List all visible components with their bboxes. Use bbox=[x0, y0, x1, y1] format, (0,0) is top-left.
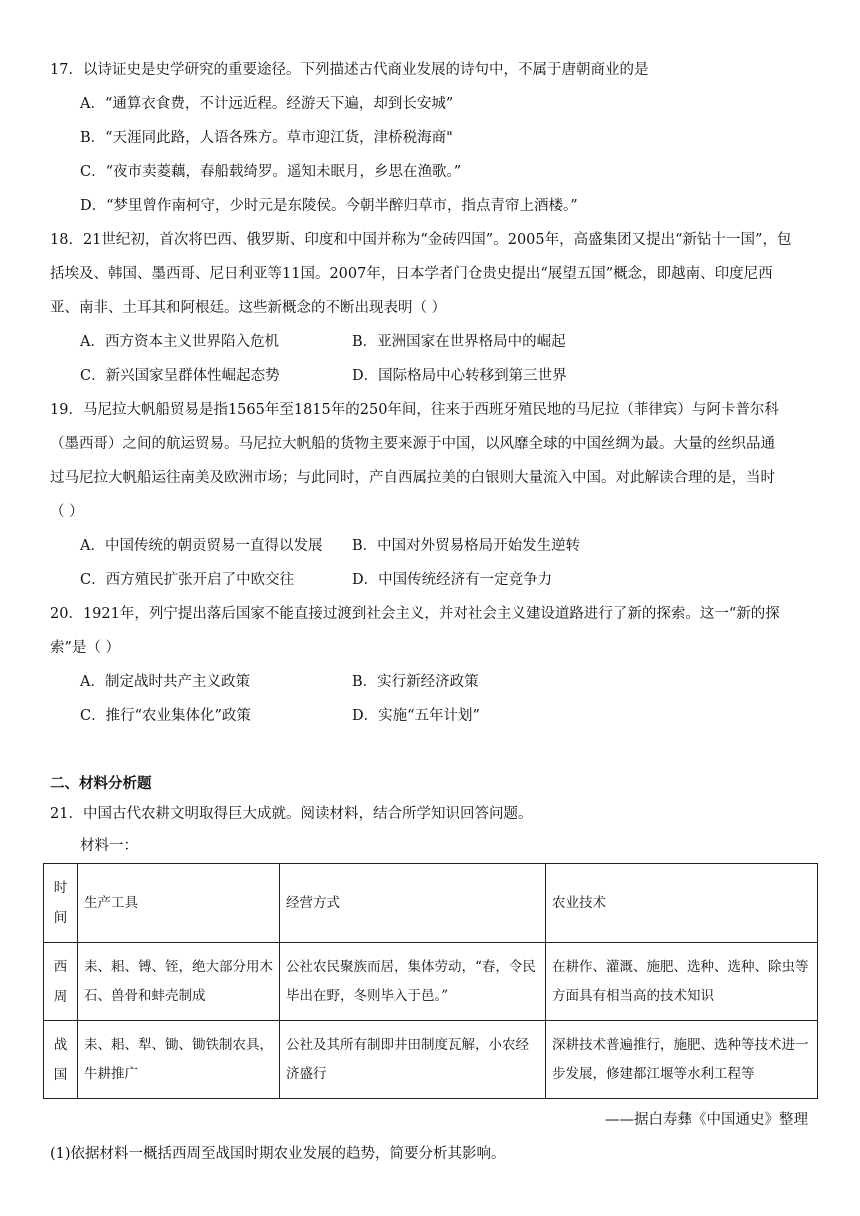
q19-option-c[interactable]: C．西方殖民扩张开启了中欧交往 bbox=[80, 572, 295, 588]
table-row bbox=[44, 1021, 818, 1099]
q20-option-b[interactable]: B．实行新经济政策 bbox=[352, 674, 479, 690]
q18-option-a[interactable]: A．西方资本主义世界陷入危机 bbox=[80, 334, 279, 350]
header-tools: 生产工具 bbox=[78, 864, 280, 943]
q17-option-d[interactable]: D．“梦里曾作南柯守，少时元是东陵侯。今朝半醉归草市，指点青帘上酒楼。” bbox=[80, 198, 578, 214]
q18-stem-line1: 18．21世纪初，首次将巴西、俄罗斯、印度和中国并称为“金砖四国”。2005年，高盛集团又提出“新钻十一国”，包 bbox=[50, 232, 792, 248]
header-time bbox=[44, 864, 78, 943]
q18-option-d[interactable]: D．国际格局中心转移到第三世界 bbox=[352, 368, 567, 384]
row1-management: 公社农民聚族而居，集体劳动，“春，令民毕出在野，冬则毕入于邑。” bbox=[280, 943, 546, 1021]
q20-stem-line2: 索”是（ ） bbox=[50, 640, 121, 656]
row2-management: 公社及其所有制即井田制度瓦解，小农经济盛行 bbox=[280, 1021, 546, 1099]
q18-option-b[interactable]: B．亚洲国家在世界格局中的崛起 bbox=[352, 334, 566, 350]
row1-tools: 耒、耜、镈、铚，绝大部分用木石、兽骨和蚌壳制成 bbox=[78, 943, 280, 1021]
q17-option-c[interactable]: C．“夜市卖菱藕，春船载绮罗。遥知未眠月，乡思在渔歌。” bbox=[80, 164, 462, 180]
header-time-char1: 时 bbox=[53, 880, 68, 896]
row2-tools: 耒、耜、犁、锄、锄铁制农具，牛耕推广 bbox=[78, 1021, 280, 1099]
row1-time-char1: 西 bbox=[53, 958, 68, 975]
q19-option-d[interactable]: D．中国传统经济有一定竞争力 bbox=[352, 572, 553, 588]
q19-stem-line4: （ ） bbox=[50, 504, 84, 520]
q20-option-d[interactable]: D．实施“五年计划” bbox=[352, 708, 480, 724]
row2-time bbox=[44, 1021, 78, 1099]
q19-stem-line1: 19．马尼拉大帆船贸易是指1565年至1815年的250年间，往来于西班牙殖民地的马尼拉（菲律宾）与阿卡普尔科 bbox=[50, 402, 779, 418]
q18-option-c[interactable]: C．新兴国家呈群体性崛起态势 bbox=[80, 368, 280, 384]
row2-time-char2: 国 bbox=[53, 1066, 68, 1083]
q21-subquestion-1: (1)依据材料一概括西周至战国时期农业发展的趋势，简要分析其影响。 bbox=[50, 1146, 506, 1162]
q17-option-b[interactable]: B．“天涯同此路，人语各殊方。草市迎江货，津桥税海商" bbox=[80, 130, 453, 146]
q19-stem-line2: （墨西哥）之间的航运贸易。马尼拉大帆船的货物主要来源于中国，以风靡全球的中国丝绸为最。大量的丝织品通 bbox=[50, 436, 775, 452]
row1-time bbox=[44, 943, 78, 1021]
q17-option-a[interactable]: A．“通算衣食费，不计远近程。经游天下遍，却到长安城” bbox=[80, 96, 454, 112]
table-source: ——据白寿彝《中国通史》整理 bbox=[605, 1112, 808, 1128]
row1-time-char2: 周 bbox=[53, 988, 68, 1005]
q18-stem-line2: 括埃及、韩国、墨西哥、尼日利亚等11国。2007年，日本学者门仓贵史提出“展望五国”概念，即越南、印度尼西 bbox=[50, 266, 773, 282]
table-row bbox=[44, 943, 818, 1021]
table-header-row bbox=[44, 864, 818, 943]
q18-stem-line3: 亚、南非、土耳其和阿根廷。这些新概念的不断出现表明（ ） bbox=[50, 300, 447, 316]
header-time-char2: 间 bbox=[53, 910, 68, 926]
q17-stem: 17．以诗证史是史学研究的重要途径。下列描述古代商业发展的诗句中，不属于唐朝商业的是 bbox=[50, 62, 649, 78]
header-technology: 农业技术 bbox=[546, 864, 818, 943]
q20-option-c[interactable]: C．推行“农业集体化”政策 bbox=[80, 708, 251, 724]
q19-option-a[interactable]: A．中国传统的朝贡贸易一直得以发展 bbox=[80, 538, 323, 554]
q21-stem: 21．中国古代农耕文明取得巨大成就。阅读材料，结合所学知识回答问题。 bbox=[50, 806, 533, 822]
row2-time-char1: 战 bbox=[53, 1036, 68, 1053]
row2-technology: 深耕技术普遍推行，施肥、选种等技术进一步发展，修建都江堰等水利工程等 bbox=[546, 1021, 818, 1099]
row1-technology: 在耕作、灌溉、施肥、选种、选种、除虫等方面具有相当高的技术知识 bbox=[546, 943, 818, 1021]
q20-option-a[interactable]: A．制定战时共产主义政策 bbox=[80, 674, 250, 690]
q19-option-b[interactable]: B．中国对外贸易格局开始发生逆转 bbox=[352, 538, 581, 554]
material-table bbox=[43, 863, 818, 1099]
q21-material-label: 材料一： bbox=[80, 838, 138, 854]
header-management: 经营方式 bbox=[280, 864, 546, 943]
section-heading: 二、材料分析题 bbox=[50, 775, 152, 792]
q19-stem-line3: 过马尼拉大帆船运往南美及欧洲市场；与此同时，产自西属拉美的白银则大量流入中国。对此解读合理的是，当时 bbox=[50, 470, 775, 486]
q20-stem-line1: 20．1921年，列宁提出落后国家不能直接过渡到社会主义，并对社会主义建设道路进行了新的探索。这一“新的探 bbox=[50, 606, 780, 622]
